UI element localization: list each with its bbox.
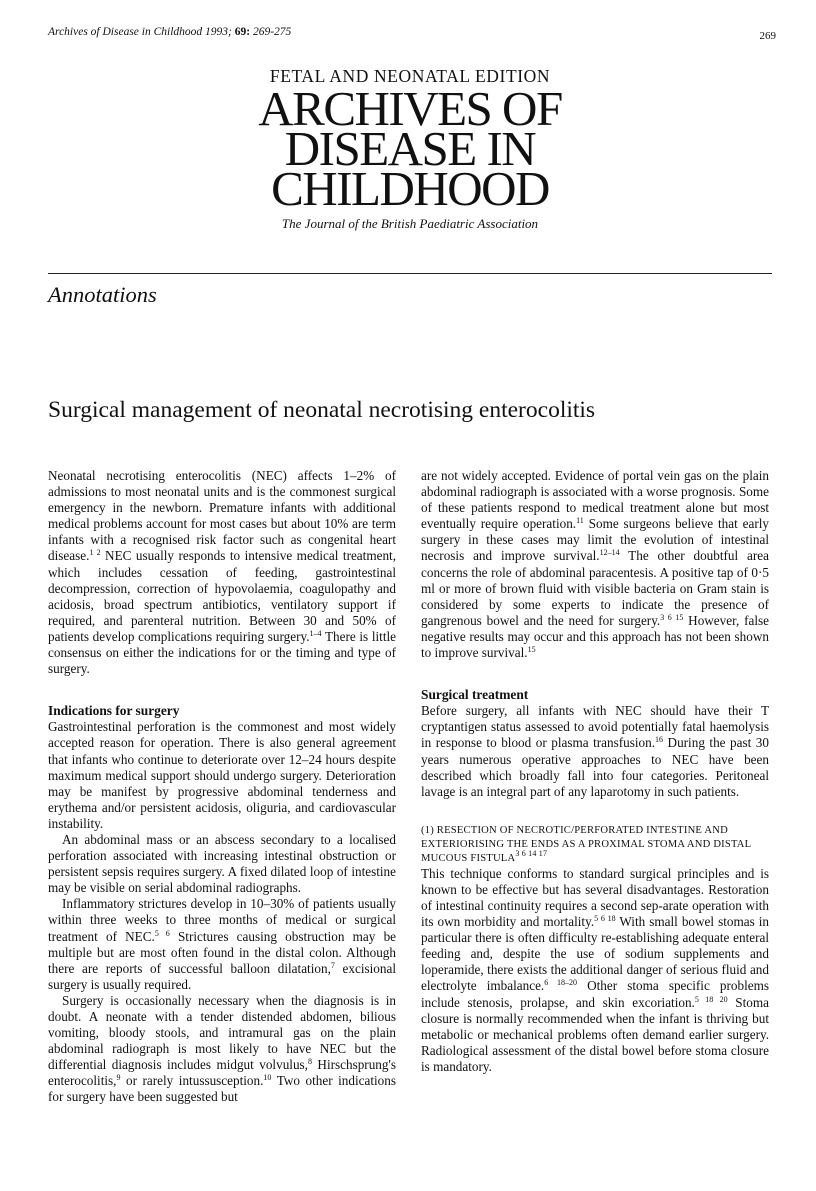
running-head-journal: Archives of Disease in Childhood 1993; bbox=[48, 26, 232, 38]
journal-title-line-3: CHILDHOOD bbox=[271, 161, 549, 216]
running-head bbox=[48, 26, 291, 38]
indications-paragraph-2: An abdominal mass or an abscess secondary to a localised perforation associated with increasing intestinal obstruction or persistent sepsis requires surgery. A fixed dilated loop of intestine may be visible on serial abdominal radiographs. bbox=[48, 831, 396, 896]
journal-subtitle: The Journal of the British Paediatric Association bbox=[281, 216, 539, 231]
masthead bbox=[200, 66, 620, 232]
treatment-paragraph: Before surgery, all infants with NEC should have their T cryptantigen status assessed to avoid potentially fatal haemolysis in response to blood or plasma transfusion.$^{16}$ During the past 30 years numerous operative approaches to NEC have been described which broadly fall into four categories. Peritoneal lavage is an integral part of any laparotomy in such patients. bbox=[421, 703, 769, 799]
journal-title bbox=[200, 81, 620, 216]
page-number: 269 bbox=[759, 30, 776, 42]
indications-paragraph-3: Inflammatory strictures develop in 10–30% of patients usually within three weeks to three months of medical or surgical treatment of NEC.$^{5 6}$ Strictures causing obstruction may be multiple but are most often found in the distal colon. Although there are reports of successful balloon dilatation,$^7$ excisional surgery is usually required. bbox=[48, 896, 397, 992]
right-column bbox=[421, 468, 769, 1075]
edition-label: FETAL AND NEONATAL EDITION bbox=[269, 66, 551, 86]
indications-paragraph-4: Surgery is occasionally necessary when the diagnosis is in doubt. A neonate with a tender distended abdomen, bilious vomiting, bloody stools, and intramural gas on the plain abdominal radiograph is most likely to have NEC but the differential diagnosis includes midgut volvulus,$^8$ Hirschsprung's enterocolitis,$^9$ or rarely intussusception.$^{10}$ Two other indications for surgery have been suggested but bbox=[48, 992, 396, 1105]
journal-title-line-2: DISEASE IN bbox=[284, 121, 536, 176]
section-label: Annotations bbox=[48, 282, 157, 307]
section-rule bbox=[48, 273, 772, 274]
treatment-heading: Surgical treatment bbox=[421, 687, 529, 703]
intro-paragraph: Neonatal necrotising enterocolitis (NEC) affects 1–2% of admissions to most neonatal units and is the commonest surgical emergency in the newborn. Premature infants with additional medical problems account for most cases but about 10% are term infants with a recognised risk factor such as congenital heart disease.$^{1 2}$ NEC usually responds to intensive medical treatment, which includes cessation of feeding, gastrointestinal decompression, correction of hypovolaemia, coagulopathy and acidosis, broad spectrum antibiotics, ventilatory support if required, and parenteral nutrition. Between 30 and 50% of patients develop complications requiring surgery.$^{1-4}$ There is little consensus on either the indications for or the timing and type of surgery. bbox=[48, 468, 396, 677]
running-head-volume: 69: bbox=[234, 26, 251, 38]
continued-paragraph: are not widely accepted. Evidence of portal vein gas on the plain abdominal radiograph is associated with a worse prognosis. Some of these patients respond to medical treatment alone but most eventually require operation.$^{11}$ Some surgeons believe that early surgery in these cases may limit the evolution of intestinal necrosis and improve survival.$^{12-14}$ The other doubtful area concerns the role of abdominal paracentesis. A positive tap of 0·5 ml or more of brown fluid with visible bacteria on Gram stain is considered by some experts to indicate the presence of gangrenous bowel and the need for surgery.$^{3 6 15}$ However, false negative results may occur and this approach has not been shown to improve survival.$^{15}$ bbox=[421, 468, 770, 661]
indications-heading: Indications for surgery bbox=[48, 703, 180, 719]
indications-paragraph-1: Gastrointestinal perforation is the commonest and most widely accepted reason for operation. There is also general agreement that infants who continue to deteriorate over 12–24 hours despite maximum medical support should undergo surgery. Deterioration may be manifest by progressive abdominal tenderness and erythema and/or persistent acidosis, oliguria, and cardiovascular instability. bbox=[48, 719, 396, 831]
article-title: Surgical management of neonatal necrotising enterocolitis bbox=[48, 397, 596, 423]
left-column bbox=[48, 468, 396, 1106]
journal-title-line-1: ARCHIVES OF bbox=[258, 81, 562, 136]
resection-paragraph: This technique conforms to standard surgical principles and is known to be effective but has several disadvantages. Restoration of intestinal continuity requires a second sep-arate operation with its own morbidity and mortality.$^{5 6 18}$ With small bowel stomas in particular there is often difficulty re-establishing adequate enteral feeding and, despite the use of sodium supplements and loperamide, there exists the additional danger of serious fluid and electrolyte imbalance.$^{6 18-20}$ Other stoma specific problems include stenosis, prolapse, and skin excoriation.$^{5 18 20}$ Stoma closure is normally recommended when the infant is thriving but metabolic or mechanical problems often demand earlier surgery. Radiological assessment of the distal bowel before stoma closure is mandatory. bbox=[421, 865, 770, 1074]
running-head-pages: 269-275 bbox=[252, 26, 292, 38]
resection-subheading: (1) RESECTION OF NECROTIC/PERFORATED INTESTINE AND EXTERIORISING THE ENDS AS A PROXIMAL STOMA AND DISTAL MUCOUS $FISTULA^{3 6 14 17}$ bbox=[421, 824, 751, 864]
